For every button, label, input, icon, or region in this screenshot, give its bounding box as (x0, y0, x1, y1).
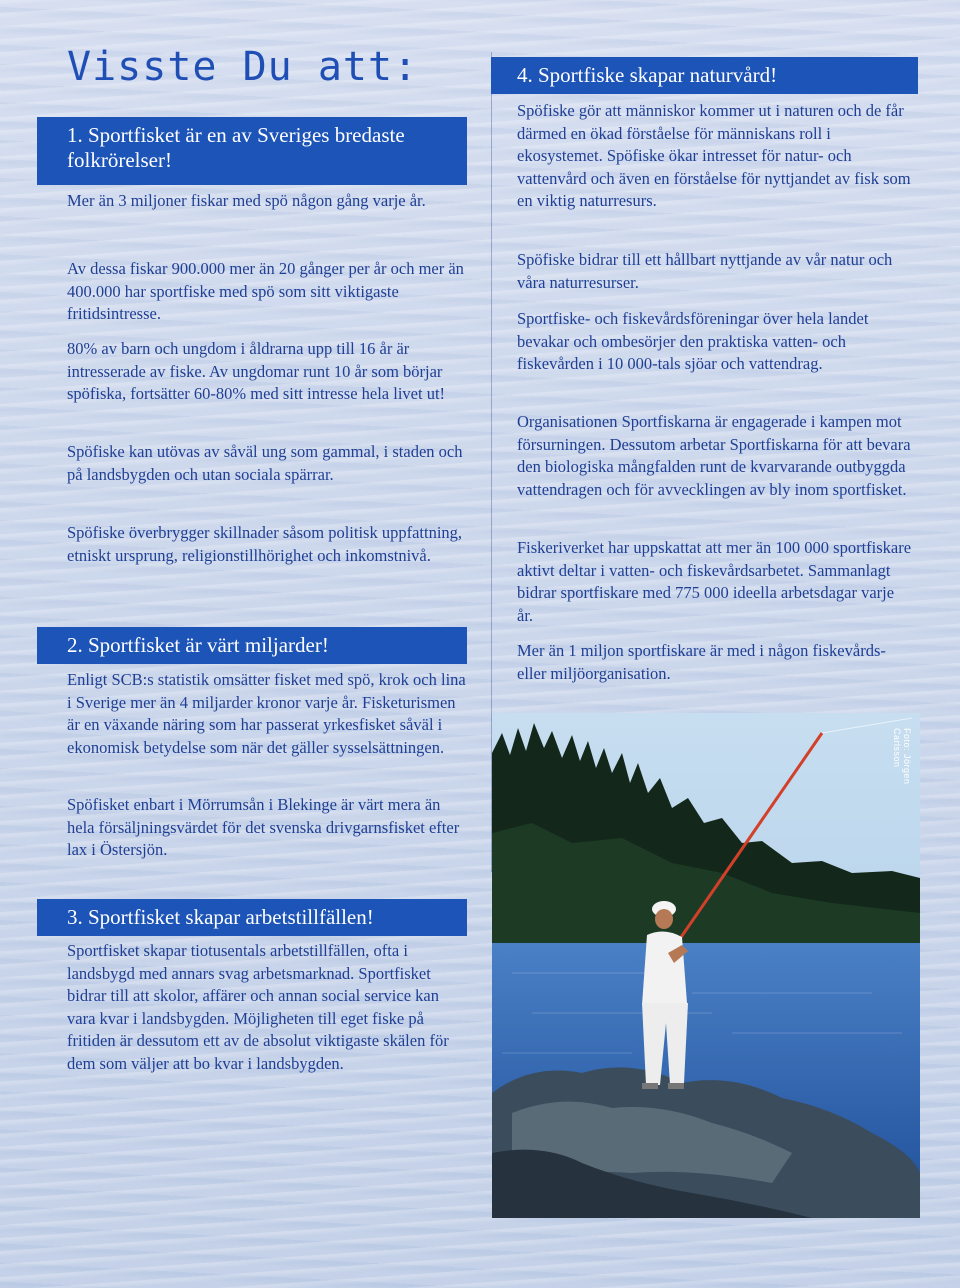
section-3-heading: 3. Sportfisket skapar arbetstillfällen! (37, 899, 467, 936)
section-4-paragraph-4: Organisationen Sportfiskarna är engagerade i kampen mot försurningen. Dessutom arbetar Sportfiskarna för att bevara den biologiska mångfalden runt de kvarvarande outbyggda vattendragen och för avvecklingen av bly inom sportfisket. (517, 412, 911, 499)
section-4-paragraph-3: Sportfiske- och fiskevårdsföreningar över hela landet bevakar och ombesörjer den praktiska vatten- och fiskevården i 10 000-tals sjöar och vattendrag. (517, 309, 869, 374)
section-4-paragraph-5: Fiskeriverket har uppskattat att mer än 100 000 sportfiskare aktivt deltar i vatten- och fiskevårdsarbetet. Sammanlagt bidrar sportfiskare med 775 000 ideella arbetsdagar varje år. (517, 538, 912, 625)
section-3-paragraph-1: Sportfisket skapar tiotusentals arbetstillfällen, ofta i landsbygd med annars svag arbetsmarknad. Sportfisket bidrar till att skolor, affärer och annan social service kan vara kvar i landsbygden. Möjligheten till eget fiske på fritiden är dessutom ett av de absolut viktigaste skälen för dem som väljer att bo kvar i landsbygden. (67, 941, 449, 1073)
section-2-heading: 2. Sportfisket är värt miljarder! (37, 627, 467, 664)
section-4-paragraph-6: Mer än 1 miljon sportfiskare är med i någon fiskevårds- eller miljöorganisation. (517, 641, 886, 683)
section-1-heading: 1. Sportfisket är en av Sveriges bredaste folkrörelser! (37, 117, 467, 185)
section-1-paragraph-1: Mer än 3 miljoner fiskar med spö någon gång varje år. (67, 191, 426, 210)
section-1-paragraph-2: Av dessa fiskar 900.000 mer än 20 gånger per år och mer än 400.000 har sportfiske med spö som sitt viktigaste fritidsintresse. (67, 259, 464, 324)
section-2-paragraph-2: Spöfisket enbart i Mörrumsån i Blekinge är värt mera än hela försäljningsvärdet för det svenska drivgarnsfisket efter lax i Östersjön. (67, 795, 460, 860)
section-4-heading: 4. Sportfiske skapar naturvård! (491, 57, 918, 94)
fisherman-photo (492, 713, 920, 1218)
section-1-paragraph-3: 80% av barn och ungdom i åldrarna upp till 16 år är intresserade av fiske. Av ungdomar runt 10 år som börjar spöfiska, fortsätter 60-80% med sitt intresse hela livet ut! (67, 339, 446, 404)
section-1-paragraph-4: Spöfiske kan utövas av såväl ung som gammal, i staden och på landsbygden och utan sociala spärrar. (67, 442, 463, 484)
fisherman-photo-illustration (492, 713, 920, 1218)
section-4-paragraph-1: Spöfiske gör att människor kommer ut i naturen och de får därmed en ökad förståelse för människans roll i ekosystemet. Spöfiske ökar intresset för natur- och vattenvård och även en förståelse för nyttjandet av fisk som en viktig naturresurs. (517, 101, 911, 211)
section-2-paragraph-1: Enligt SCB:s statistik omsätter fisket med spö, krok och lina i Sverige mer än 4 miljarder kronor varje år. Fisketurismen är en växande näring som har passerat yrkesfisket såväl i ekonomisk betydelse som när det gäller sysselsättningen. (67, 670, 466, 757)
section-4-paragraph-2: Spöfiske bidrar till ett hållbart nyttjande av vår natur och våra naturresurser. (517, 250, 893, 292)
section-1-paragraph-5: Spöfiske överbrygger skillnader såsom politisk uppfattning, etniskt ursprung, religionstillhörighet och inkomstnivå. (67, 523, 463, 565)
page-title: Visste Du att: (67, 44, 419, 90)
photo-credit: Foto: Jörgen Carlsson (892, 728, 912, 785)
